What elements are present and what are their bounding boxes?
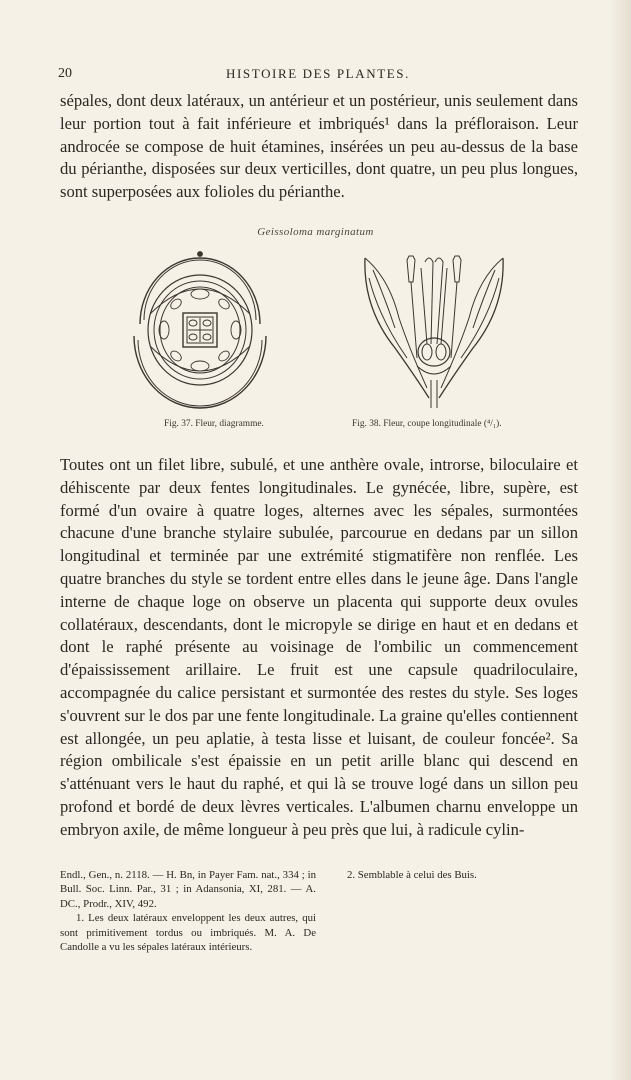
page-edge-shading: [609, 0, 631, 1080]
footnote-2: 2. Semblable à celui des Buis.: [347, 869, 477, 881]
running-title: HISTOIRE DES PLANTES.: [226, 66, 410, 81]
bibliographic-references: Endl., Gen., n. 2118. — H. Bn, in Payer Fam. nat., 334 ; in Bull. Soc. Linn. Par., 31 ; in Adansonia, XI, 281. — A. DC., Prodr., XIV, 492.: [60, 869, 316, 910]
figure-title: Geissoloma marginatum: [257, 226, 374, 238]
footnotes-right-column: [331, 868, 580, 882]
paragraph-1: sépales, dont deux latéraux, un antérieur et un postérieur, unis seulement dans leur portion tout à fait inférieure et imbriqués¹ dans la préfloraison. Leur androcée se compose de huit étamines, insérées un peu au-dessus de la base du périanthe, disposées sur deux verticilles, dont quatre, un peu plus longues, sont superposées aux folioles du périanthe.: [60, 91, 578, 202]
footnote-1: 1. Les deux latéraux enveloppent les deux autres, qui sont primitivement tordus ou imbriqués. M. A. De Candolle a vu les sépales latéraux intérieurs.: [60, 912, 316, 954]
figure-38-caption: Fig. 38. Fleur, coupe longitudinale (⁴/₁).: [352, 419, 502, 429]
figure-37-caption: Fig. 37. Fleur, diagramme.: [164, 419, 264, 429]
floral-diagram-figure: [120, 244, 272, 416]
running-header: [58, 66, 578, 86]
paragraph-2: Toutes ont un filet libre, subulé, et une anthère ovale, introrse, biloculaire et déhiscente par deux fentes longitudinales. Le gynécée, libre, supère, est formé d'un ovaire à quatre loges, alternes avec les sépales, surmontées chacune d'une branche stylaire subulée, parcourue en dedans par un sillon longitudinal et terminée par une extrémité stigmatifère non renflée. Les quatre branches du style se tordent entre elles dans le jeune âge. Dans l'angle interne de chaque loge on observe un placenta qui supporte deux ovules collatéraux, descendants, dont le micropyle se dirige en haut et en dedans et dont le raphé présente au voisinage de l'ombilic un commencement d'épaississement arillaire. Le fruit est une capsule quadriloculaire, accompagnée du calice persistant et surmontée des restes du style. Ses loges s'ouvrent sur le dos par une fente longitudinale. La graine qu'elles contiennent est allongée, un peu aplatie, à testa lisse et luisant, de couleur foncée². Sa région ombilicale s'est épaissie en un petit arille blanc qui descend en s'atténuant vers le haut du raphé, et qui là se trouve logé dans un sillon peu profond et bordé de deux lèvres verticales. L'albumen charnu enveloppe un embryon axile, de même longueur à peu près que lui, à radicule cylin-: [60, 455, 578, 839]
page-number: 20: [58, 66, 72, 81]
longitudinal-section-figure: [355, 248, 513, 416]
footnotes-left-column: [60, 868, 316, 954]
